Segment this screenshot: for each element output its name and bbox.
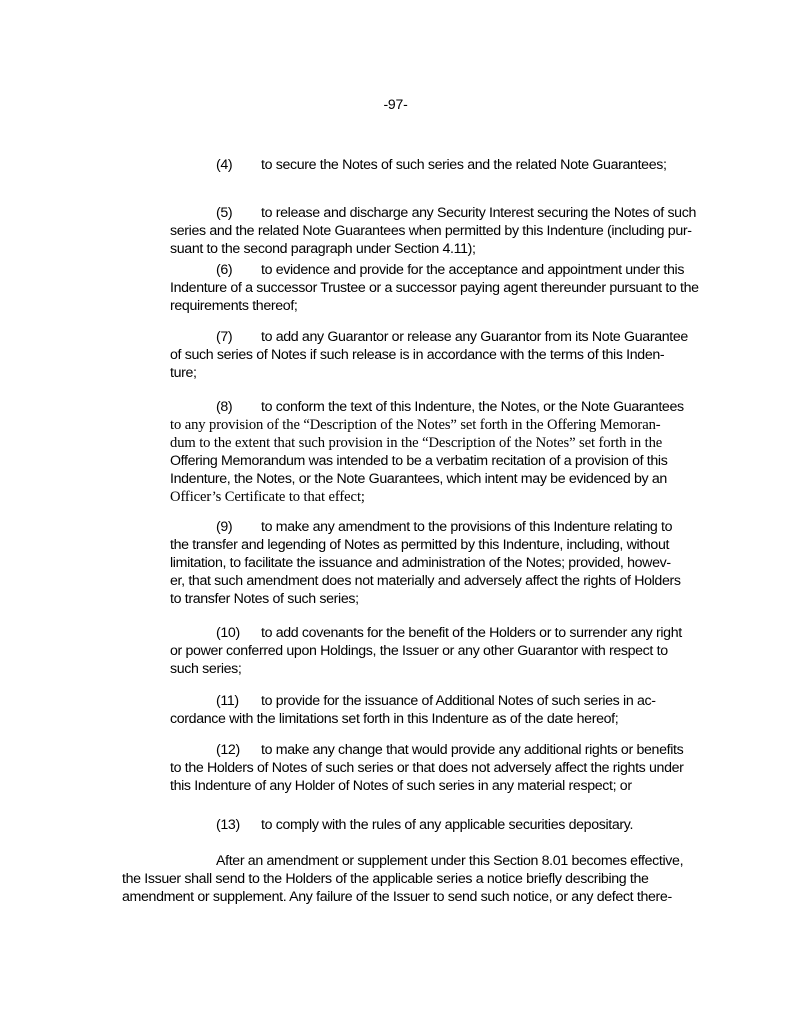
item-8-first-line <box>216 398 684 416</box>
item-text: to add any Guarantor or release any Guarantor from its Note Guarantee <box>261 329 688 345</box>
item-9-line: limitation, to facilitate the issuance and administration of the Notes; provided, howev- <box>170 555 671 571</box>
item-7-line: of such series of Notes if such release is in accordance with the terms of this Inden- <box>170 347 665 363</box>
item-5-line: series and the related Note Guarantees when permitted by this Indenture (including pur- <box>170 223 692 239</box>
closing-paragraph-line: the Issuer shall send to the Holders of the applicable series a notice briefly describing the <box>122 871 649 887</box>
item-text: to secure the Notes of such series and the related Note Guarantees; <box>261 157 667 173</box>
item-4-first-line <box>216 156 667 174</box>
item-12-first-line <box>216 741 683 759</box>
item-7-line: ture; <box>170 365 197 381</box>
item-number: (6) <box>216 262 233 278</box>
page-number: -97- <box>383 96 408 112</box>
item-number: (5) <box>216 205 233 221</box>
closing-paragraph-line: amendment or supplement. Any failure of the Issuer to send such notice, or any defect there- <box>122 889 672 905</box>
item-5-first-line <box>216 204 696 222</box>
item-number: (12) <box>216 742 240 758</box>
item-6-first-line <box>216 261 684 279</box>
item-number: (7) <box>216 329 233 345</box>
item-6-line: Indenture of a successor Trustee or a successor paying agent thereunder pursuant to the <box>170 280 699 296</box>
item-8-line: Offering Memorandum was intended to be a verbatim recitation of a provision of this <box>170 453 668 469</box>
item-8-line: dum to the extent that such provision in the “Description of the Notes” set forth in the <box>170 435 663 451</box>
item-6-line: requirements thereof; <box>170 298 298 314</box>
item-text: to make any amendment to the provisions of this Indenture relating to <box>261 519 673 535</box>
item-9-line: the transfer and legending of Notes as permitted by this Indenture, including, without <box>170 537 670 553</box>
item-number: (9) <box>216 519 233 535</box>
item-9-first-line <box>216 518 672 536</box>
item-text: to comply with the rules of any applicable securities depositary. <box>261 817 634 833</box>
item-10-line: such series; <box>170 661 242 677</box>
item-12-line: this Indenture of any Holder of Notes of such series in any material respect; or <box>170 778 632 794</box>
item-text: to conform the text of this Indenture, the Notes, or the Note Guarantees <box>261 399 684 415</box>
closing-paragraph-line: After an amendment or supplement under this Section 8.01 becomes effective, <box>216 853 684 869</box>
item-number: (10) <box>216 625 240 641</box>
item-text: to provide for the issuance of Additional Notes of such series in ac- <box>261 693 656 709</box>
item-13-first-line <box>216 816 633 834</box>
item-11-line: cordance with the limitations set forth in this Indenture as of the date hereof; <box>170 711 619 727</box>
item-5-line: suant to the second paragraph under Section 4.11); <box>170 241 476 257</box>
item-number: (8) <box>216 399 233 415</box>
item-number: (11) <box>216 693 239 709</box>
item-9-line: to transfer Notes of such series; <box>170 591 359 607</box>
item-text: to release and discharge any Security Interest securing the Notes of such <box>261 205 697 221</box>
item-8-line: to any provision of the “Description of the Notes” set forth in the Offering Memoran- <box>170 417 661 433</box>
item-10-line: or power conferred upon Holdings, the Issuer or any other Guarantor with respect to <box>170 643 668 659</box>
item-number: (13) <box>216 817 240 833</box>
item-7-first-line <box>216 328 688 346</box>
item-10-first-line <box>216 624 682 642</box>
item-9-line: er, that such amendment does not materially and adversely affect the rights of Holders <box>170 573 681 589</box>
item-12-line: to the Holders of Notes of such series or that does not adversely affect the rights under <box>170 760 684 776</box>
item-8-line: Officer’s Certificate to that effect; <box>170 489 365 505</box>
item-11-first-line <box>216 692 656 710</box>
item-text: to evidence and provide for the acceptance and appointment under this <box>261 262 685 278</box>
item-8-line: Indenture, the Notes, or the Note Guarantees, which intent may be evidenced by an <box>170 471 667 487</box>
item-text: to make any change that would provide any additional rights or benefits <box>261 742 684 758</box>
item-number: (4) <box>216 157 233 173</box>
item-text: to add covenants for the benefit of the Holders or to surrender any right <box>261 625 682 641</box>
